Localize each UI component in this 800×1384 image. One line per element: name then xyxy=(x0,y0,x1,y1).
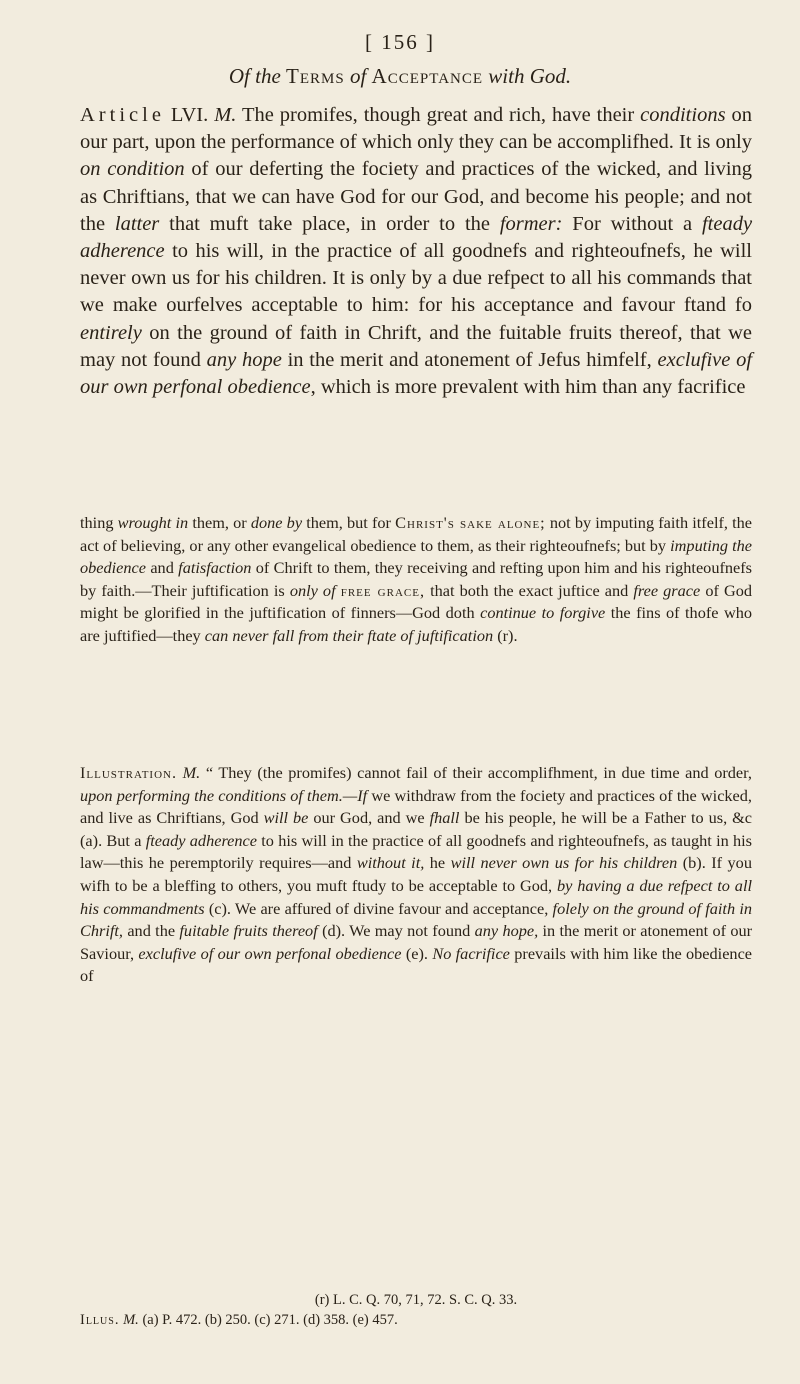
article-paragraph: Article LVI. M. The promifes, though great and rich, have their conditions on our part, upon the performance of which only they can be accomplifhed. It is only on condition of our deferting the fociety and practices of the wicked, and living as Chriftians, that we can have God for our God, and become his people; and not the latter that muft take place, in order to the former: For without a fteady adherence to his will, in the practice of all goodnefs and righteoufnefs, he will never own us for his children. It is only by a due refpect to all his commands that we make ourfelves acceptable to him: for his acceptance and favour ftand fo entirely on the ground of faith in Chrift, and the fuitable fruits thereof, that we may not found any hope in the merit and atonement of Jefus himfelf, exclufive of our own perfonal obedience, which is more prevalent with him than any facrifice xyxy=(80,104,753,399)
article-label: Article xyxy=(80,104,165,126)
speaker: M. xyxy=(182,763,201,782)
section-heading: Of the Terms of Acceptance with God. xyxy=(228,64,572,88)
article-number: LVI. xyxy=(170,104,209,126)
page-number: [ 156 ] xyxy=(365,30,435,54)
reference-footnote: (r) L. C. Q. 70, 71, 72. S. C. Q. 33. xyxy=(314,1292,518,1308)
speaker: M. xyxy=(214,104,237,126)
continuation-paragraph: thing wrought in them, or done by them, but for Christ's sake alone; not by imputing faith itfelf, the act of believing, or any other evangelical obedience to them, as their righteoufnefs; but by imputing the obedience and fatisfaction of Chrift to them, they receiving and refting upon him and his righteoufnefs by faith.—Their juftification is only of free grace, that both the exact juftice and free grace of God might be glorified in the juftification of finners—God doth continue to forgive the fins of thofe who are juftified—they can never fall from their ftate of juftification (r). xyxy=(80,513,753,645)
illustration-references: Illus. M. (a) P. 472. (b) 250. (c) 271. (d) 358. (e) 457. xyxy=(80,1312,398,1328)
illustration-label: Illustration. xyxy=(80,763,178,782)
illustration-paragraph: Illustration. M. “ They (the promifes) cannot fail of their accomplifhment, in due time and order, upon performing the conditions of them.—If we withdraw from the fociety and practices of the wicked, and live as Chriftians, God will be our God, and we fhall be his people, he will be a Father to us, &c (a). But a fteady adherence to his will in the practice of all goodnefs and righteoufnefs, as taught in his law—this he peremptorily requires—and without it, he will never own us for his children (b). If you wifh to be a bleffing to others, you muft ftudy to be acceptable to God, by having a due refpect to all his commandments (c). We are affured of divine favour and acceptance, folely on the ground of faith in Chrift, and the fuitable fruits thereof (d). We may not found any hope, in the merit or atonement of our Saviour, exclufive of our own perfonal obedience (e). No facrifice prevails with him like the obedience of xyxy=(80,763,753,986)
